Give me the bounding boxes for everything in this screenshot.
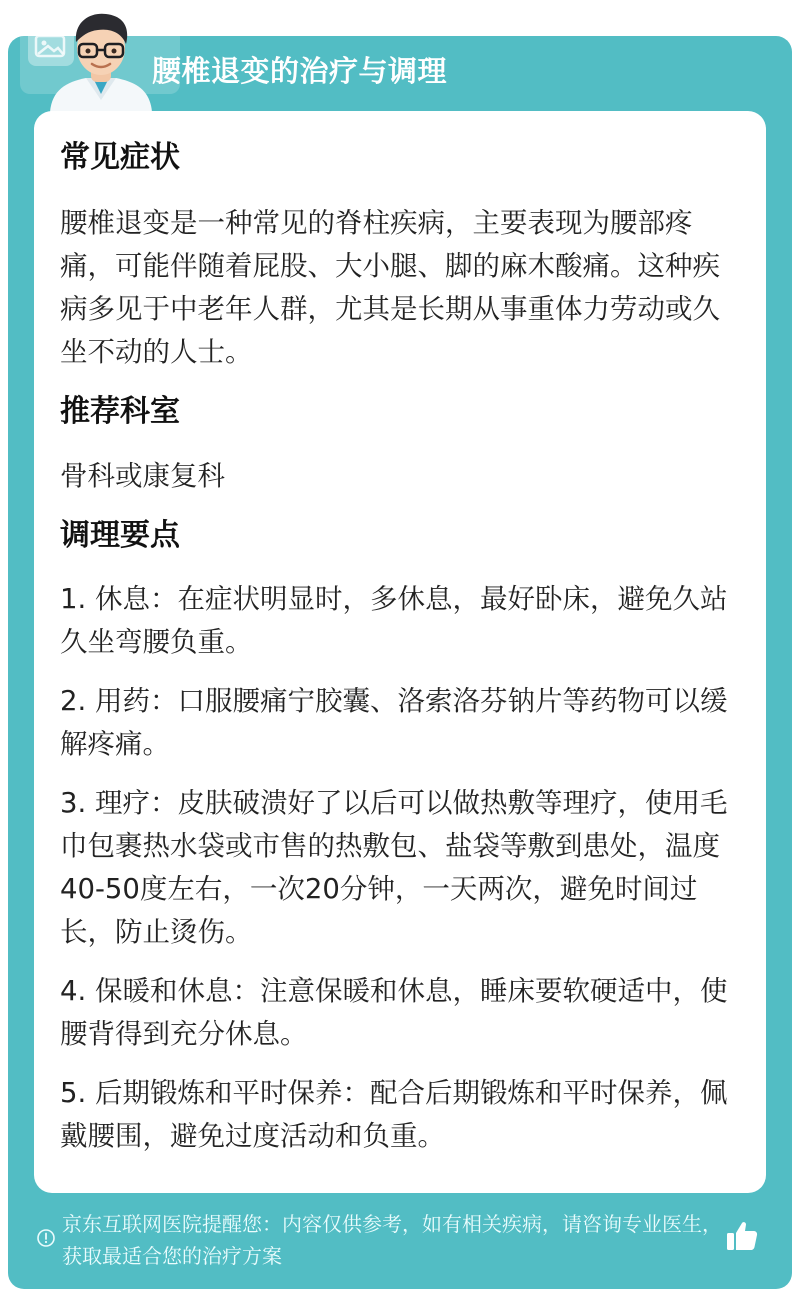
section-heading-care: 调理要点	[60, 518, 180, 553]
care-item-2: 2. 用药：口服腰痛宁胶囊、洛索洛芬钠片等药物可以缓解疼痛。	[60, 685, 728, 760]
thumbs-up-icon[interactable]	[724, 1218, 760, 1254]
section-heading-symptoms: 常见症状	[60, 140, 180, 175]
doctor-avatar	[46, 10, 156, 112]
care-item-4: 4. 保暖和休息：注意保暖和休息，睡床要软硬适中，使腰背得到充分休息。	[60, 975, 728, 1050]
info-icon	[36, 1228, 56, 1248]
page-title: 腰椎退变的治疗与调理	[152, 54, 448, 88]
footer-notice: 京东互联网医院提醒您：内容仅供参考，如有相关疾病，请咨询专业医生，获取最适合您的治疗方案	[62, 1212, 722, 1268]
care-item-3: 3. 理疗：皮肤破溃好了以后可以做热敷等理疗，使用毛巾包裹热水袋或市售的热敷包、盐袋等敷到患处，温度40-50度左右，一次20分钟，一天两次，避免时间过长，防止烫伤。	[60, 787, 728, 948]
care-item-5: 5. 后期锻炼和平时保养：配合后期锻炼和平时保养，佩戴腰围，避免过度活动和负重。	[60, 1077, 728, 1152]
symptoms-text: 腰椎退变是一种常见的脊柱疾病，主要表现为腰部疼痛，可能伴随着屁股、大小腿、脚的麻木酸痛。这种疾病多见于中老年人群，尤其是长期从事重体力劳动或久坐不动的人士。	[60, 207, 720, 368]
care-item-1: 1. 休息：在症状明显时，多休息，最好卧床，避免久站久坐弯腰负重。	[60, 583, 728, 658]
department-text: 骨科或康复科	[60, 460, 225, 492]
section-heading-department: 推荐科室	[60, 394, 180, 429]
